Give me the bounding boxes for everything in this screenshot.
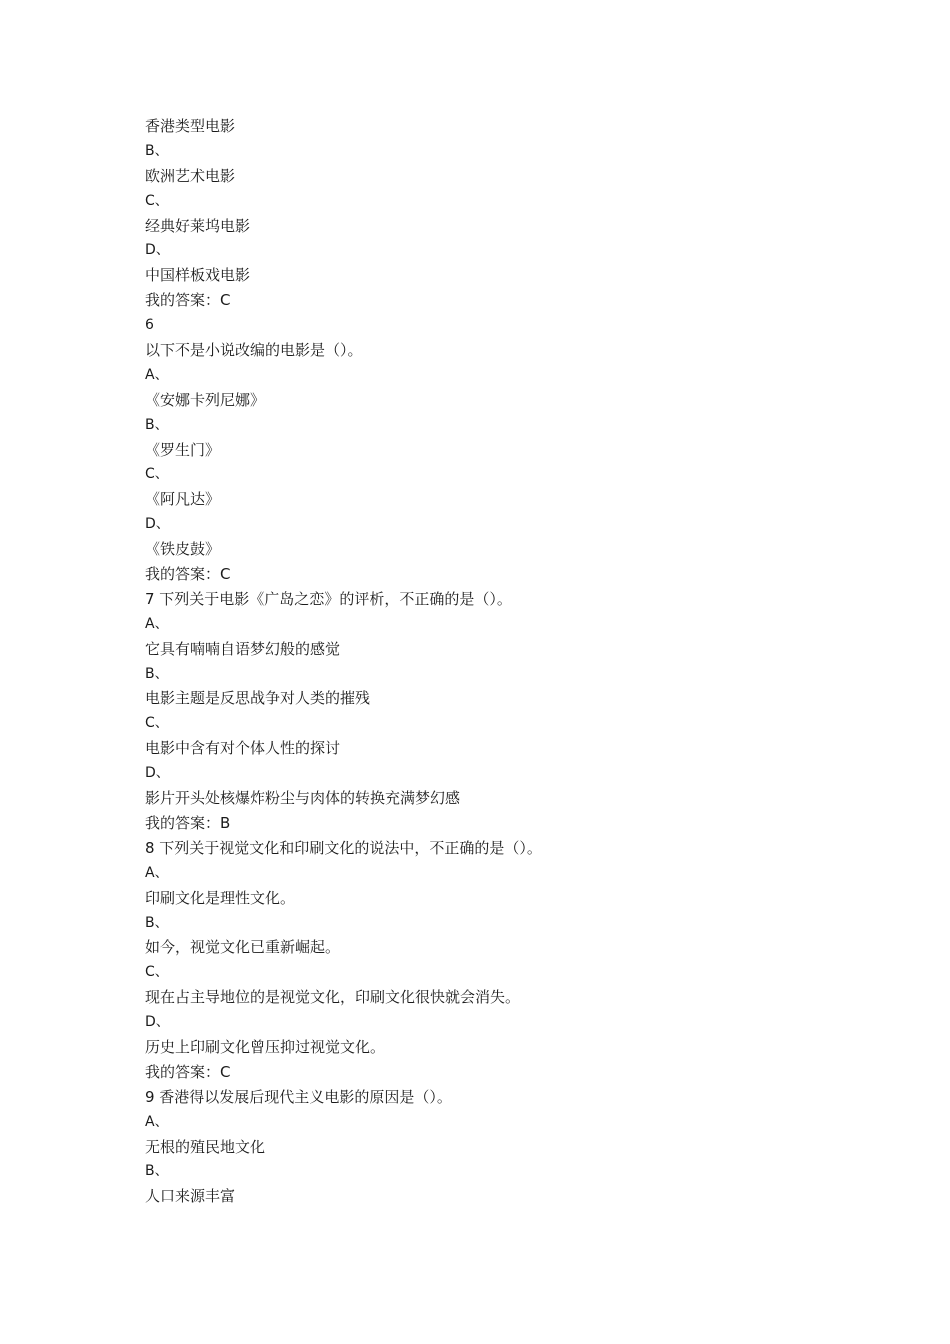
my-answer: 我的答案：C xyxy=(145,565,231,584)
option-text: 《安娜卡列尼娜》 xyxy=(145,390,266,409)
option-text: 《阿凡达》 xyxy=(145,490,221,509)
option-label: C、 xyxy=(145,964,169,981)
option-label: B、 xyxy=(145,416,169,433)
option-label: C、 xyxy=(145,715,169,732)
option-label: D、 xyxy=(145,516,170,533)
option-text: 经典好莱坞电影 xyxy=(145,216,251,235)
option-label: B、 xyxy=(145,665,169,682)
option-text: 《铁皮鼓》 xyxy=(145,540,221,559)
option-text: 它具有喃喃自语梦幻般的感觉 xyxy=(145,639,341,658)
option-label: B、 xyxy=(145,1163,169,1180)
option-label: C、 xyxy=(145,466,169,483)
question-text: 以下不是小说改编的电影是（）。 xyxy=(145,341,363,360)
my-answer: 我的答案：C xyxy=(145,291,231,310)
option-text: 电影主题是反思战争对人类的摧残 xyxy=(145,689,371,708)
option-text: 人口来源丰富 xyxy=(145,1187,236,1206)
my-answer: 我的答案：C xyxy=(145,1062,231,1081)
option-label: A、 xyxy=(145,864,169,881)
option-text: 电影中含有对个体人性的探讨 xyxy=(145,739,341,758)
option-label: D、 xyxy=(145,765,170,782)
my-answer: 我的答案：B xyxy=(145,813,231,832)
question-number: 6 xyxy=(145,317,154,334)
option-text: 如今，视觉文化已重新崛起。 xyxy=(145,938,341,957)
question-text: 9 香港得以发展后现代主义电影的原因是（）。 xyxy=(145,1087,452,1106)
option-label: D、 xyxy=(145,1014,170,1031)
option-text: 影片开头处核爆炸粉尘与肉体的转换充满梦幻感 xyxy=(145,789,461,808)
option-label: D、 xyxy=(145,242,170,259)
option-label: B、 xyxy=(145,142,169,159)
document-page xyxy=(145,114,905,1209)
option-text: 中国样板戏电影 xyxy=(145,266,251,285)
option-label: A、 xyxy=(145,1113,169,1130)
question-text: 7 下列关于电影《广岛之恋》的评析，不正确的是（）。 xyxy=(145,589,512,608)
option-label: B、 xyxy=(145,914,169,931)
option-text: 历史上印刷文化曾压抑过视觉文化。 xyxy=(145,1037,386,1056)
option-label: C、 xyxy=(145,192,169,209)
option-text: 香港类型电影 xyxy=(145,117,236,135)
option-label: A、 xyxy=(145,366,169,383)
option-text: 无根的殖民地文化 xyxy=(145,1137,266,1156)
option-text: 欧洲艺术电影 xyxy=(145,166,236,185)
option-label: A、 xyxy=(145,615,169,632)
question-text: 8 下列关于视觉文化和印刷文化的说法中，不正确的是（）。 xyxy=(145,838,542,857)
option-text: 印刷文化是理性文化。 xyxy=(145,888,296,907)
option-text: 《罗生门》 xyxy=(145,440,221,459)
option-text: 现在占主导地位的是视觉文化，印刷文化很快就会消失。 xyxy=(145,988,521,1007)
